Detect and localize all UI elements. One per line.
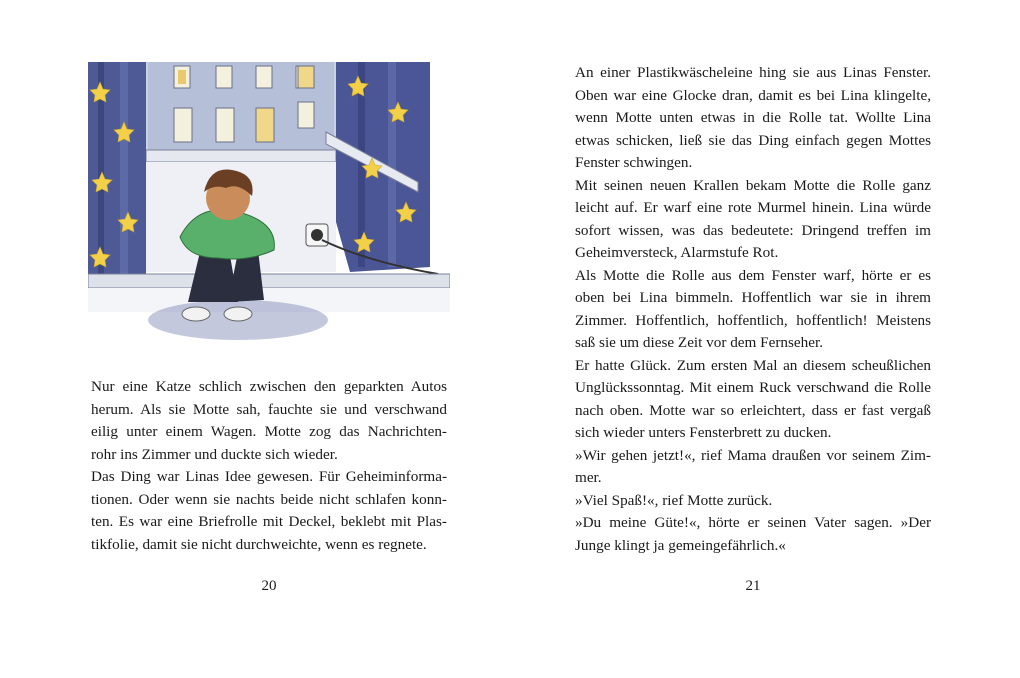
text-line: sich wieder unters Fensterbrett zu ducken. (575, 424, 832, 441)
text-line: tionen. Oder wenn sie nachts beide nicht schlafen konn- (91, 490, 447, 508)
text-line: mer. (575, 469, 602, 486)
right-page (510, 0, 1020, 678)
text-line: sofort wissen, was das bedeutete: Dringend treffen im (575, 221, 931, 239)
text-line: »Du meine Güte!«, hörte er seinen Vater sagen. »Der (575, 514, 931, 531)
illustration-boy-under-window (88, 62, 450, 352)
page-number-right: 21 (745, 578, 761, 594)
right-page-text (575, 62, 931, 557)
text-line: An einer Plastikwäscheleine hing sie aus Linas Fenster. (575, 64, 931, 81)
text-line: »Viel Spaß!«, rief Motte zurück. (575, 491, 773, 509)
text-line: Mit seinen neuen Krallen bekam Motte die Rolle ganz (575, 176, 931, 194)
text-line: Unglückssonntag. Mit einem Ruck verschwand die Rolle (575, 379, 931, 396)
text-line: etwas schicken, ließ sie das Ding einfach gegen Mottes (575, 131, 931, 149)
text-line: Nur eine Katze schlich zwischen den geparkten Autos (91, 378, 447, 395)
text-line: Zimmer. Hoffentlich, hoffentlich, hoffentlich! Meistens (575, 311, 931, 329)
text-line: nach oben. Motte war so erleichtert, dass er fast vergaß (575, 401, 931, 419)
text-line: »Wir gehen jetzt!«, rief Mama draußen vor seinem Zim- (575, 446, 931, 464)
text-line: eilig unter einem Wagen. Motte zog das Nachrichten- (91, 423, 447, 440)
left-page-text (91, 376, 447, 556)
text-line: leicht auf. Er warf eine rote Murmel hinein. Lina würde (575, 199, 931, 216)
text-line: rohr ins Zimmer und duckte sich wieder. (91, 445, 338, 463)
text-line: ten. Es war eine Briefrolle mit Deckel, beklebt mit Plas- (91, 513, 447, 530)
text-line: Als Motte die Rolle aus dem Fenster warf, hörte er es (575, 266, 931, 284)
text-line: Er hatte Glück. Zum ersten Mal an diesem scheußlichen (575, 356, 931, 374)
text-line: Oben war eine Glocke dran, damit es bei Lina klingelte, (575, 86, 931, 104)
text-line: Fenster schwingen. (575, 154, 693, 171)
text-line: wenn Motte unten etwas in die Rolle tat. Wollte Lina (575, 109, 931, 126)
text-line: oben bei Lina bimmeln. Hoffentlich war sie in ihrem (575, 289, 931, 306)
text-line: tikfolie, damit sie nicht durchweichte, wenn es regnete. (91, 535, 427, 553)
text-line: Geheimversteck, Alarmstufe Rot. (575, 244, 779, 261)
text-line: Junge klingt ja gemeingefährlich.« (575, 536, 786, 554)
text-line: saß sie um diese Zeit vor dem Fernseher. (575, 334, 823, 351)
text-line: Das Ding war Linas Idee gewesen. Für Geheiminforma- (91, 468, 447, 485)
text-line: herum. Als sie Motte sah, fauchte sie und verschwand (91, 400, 447, 418)
page-number-left: 20 (261, 578, 277, 594)
